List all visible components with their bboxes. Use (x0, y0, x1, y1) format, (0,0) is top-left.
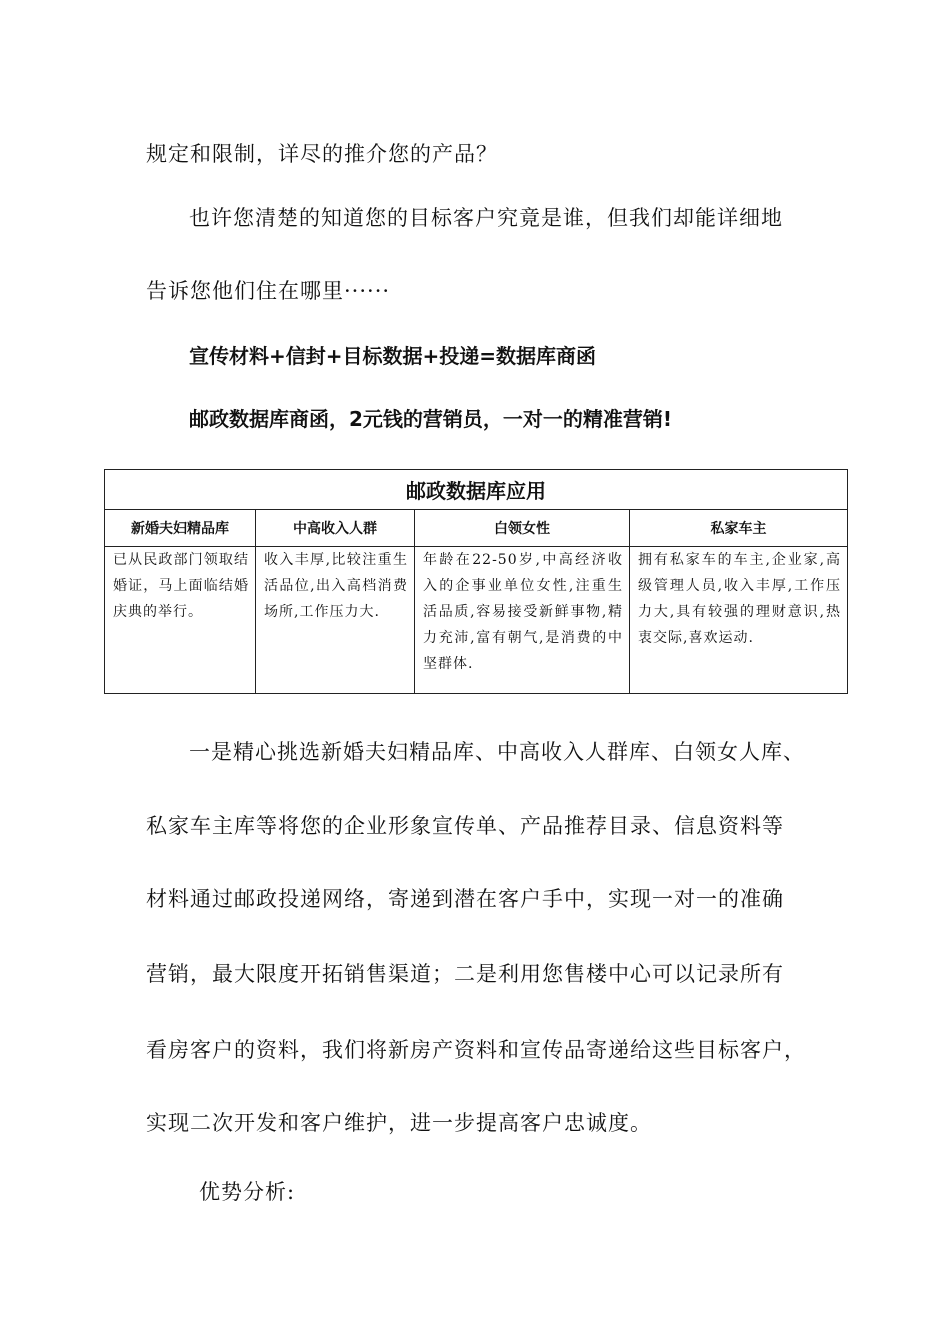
text-line: 一是精心挑选新婚夫妇精品库、中高收入人群库、白领女人库、 (189, 740, 805, 764)
section-label: 优势分析: (199, 1180, 296, 1204)
bold-heading-line: 宣传材料+信封+目标数据+投递=数据库商函 (189, 344, 597, 368)
text-line: 材料通过邮政投递网络，寄递到潜在客户手中，实现一对一的准确 (146, 887, 784, 911)
table-cell: 拥有私家车的车主,企业家,高级管理人员,收入丰厚,工作压力大,具有较强的理财意识,热衷交际,喜欢运动. (630, 547, 848, 694)
table-header: 中高收入人群 (256, 510, 415, 547)
table-header: 私家车主 (630, 510, 848, 547)
text-line: 告诉您他们住在哪里······ (146, 279, 391, 303)
table-header: 新婚夫妇精品库 (105, 510, 256, 547)
database-application-table (104, 469, 848, 694)
text-line: 私家车主库等将您的企业形象宣传单、产品推荐目录、信息资料等 (146, 814, 784, 838)
text-line: 看房客户的资料，我们将新房产资料和宣传品寄递给这些目标客户， (146, 1038, 806, 1062)
table-header: 白领女性 (415, 510, 630, 547)
text-line: 实现二次开发和客户维护，进一步提高客户忠诚度。 (146, 1111, 652, 1135)
table-cell: 收入丰厚,比较注重生活品位,出入高档消费场所,工作压力大. (256, 547, 415, 694)
text-line: 规定和限制，详尽的推介您的产品？ (146, 142, 498, 166)
text-line: 也许您清楚的知道您的目标客户究竟是谁，但我们却能详细地 (189, 206, 783, 230)
table-cell: 年龄在22-50岁,中高经济收入的企事业单位女性,注重生活品质,容易接受新鲜事物,精力充沛,富有朝气,是消费的中坚群体. (415, 547, 630, 694)
table-title: 邮政数据库应用 (105, 470, 848, 510)
table-cell: 已从民政部门领取结婚证，马上面临结婚庆典的举行。 (105, 547, 256, 694)
bold-heading-line: 邮政数据库商函，2元钱的营销员，一对一的精准营销! (189, 407, 673, 431)
text-line: 营销，最大限度开拓销售渠道；二是利用您售楼中心可以记录所有 (146, 962, 784, 986)
